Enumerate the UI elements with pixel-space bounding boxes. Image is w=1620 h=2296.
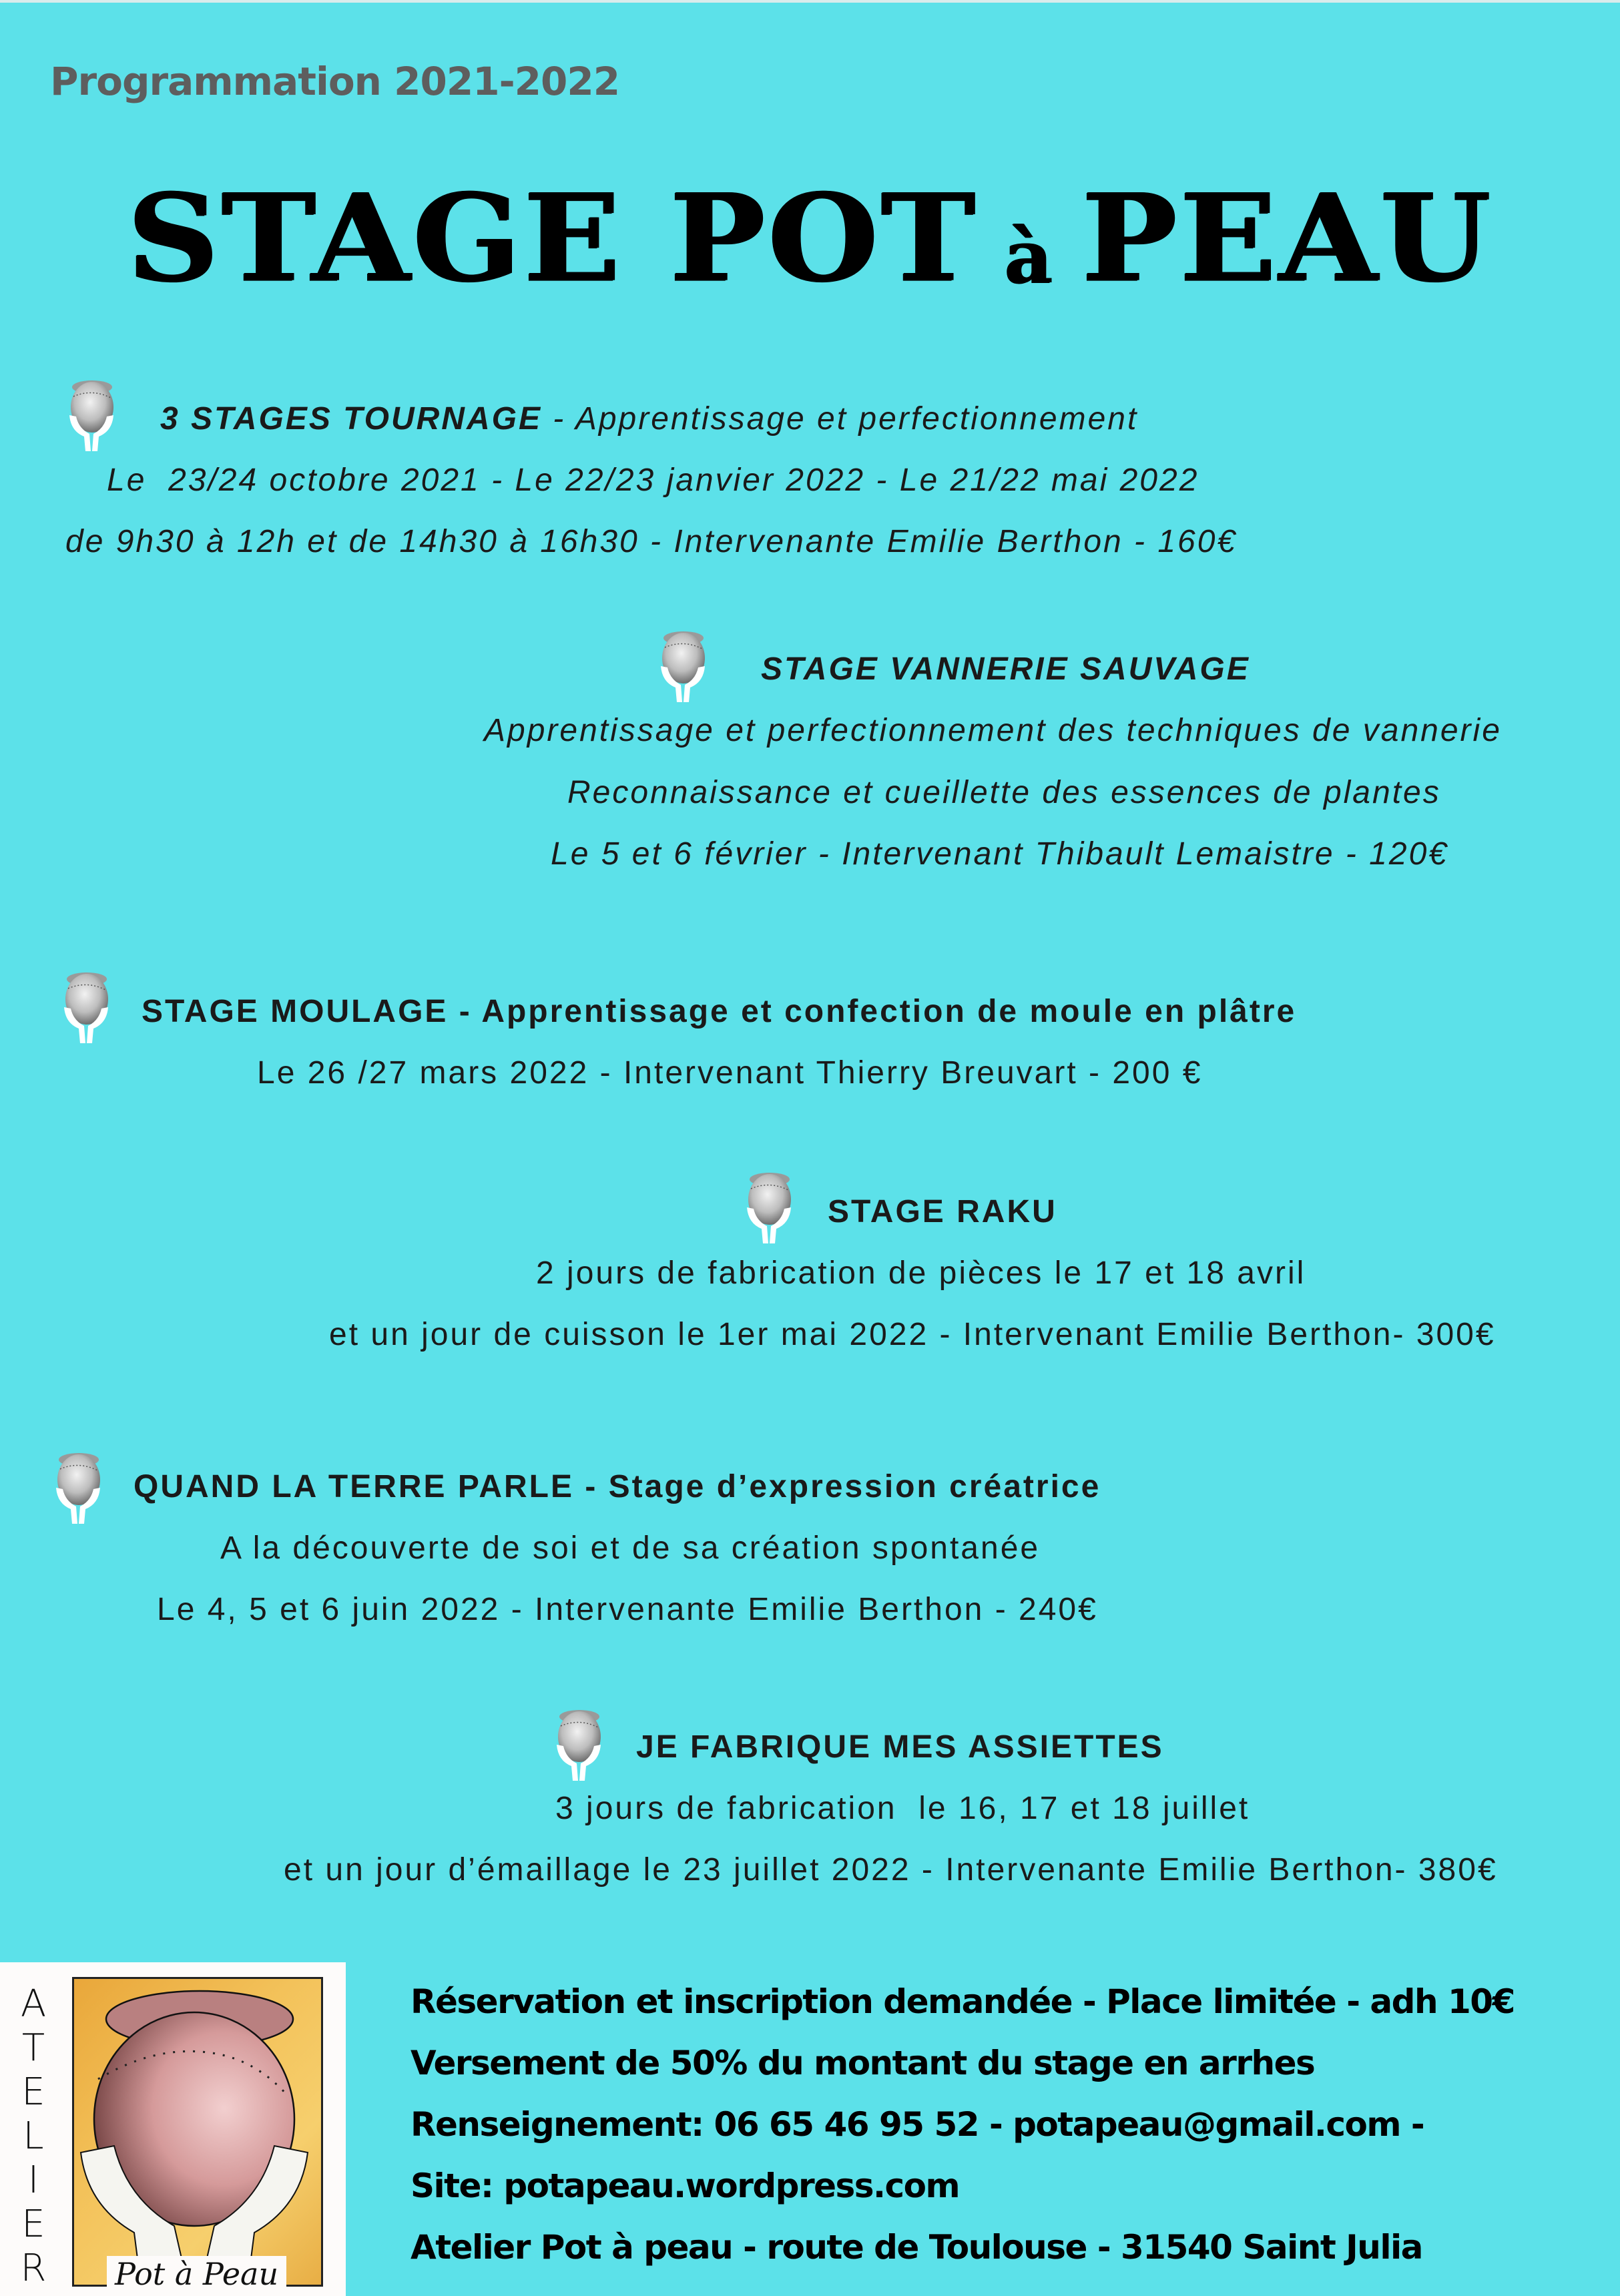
logo-letter: E	[21, 2203, 45, 2246]
logo-frame	[72, 1977, 323, 2287]
stage-detail: A la découverte de soi et de sa création spontanée	[220, 1530, 1041, 1566]
main-title	[0, 164, 1620, 312]
stage-detail: Apprentissage et perfectionnement des techniques de vannerie	[484, 713, 1502, 748]
stage-detail: et un jour de cuisson le 1er mai 2022 - Intervenant Emilie Berthon- 300€	[329, 1317, 1496, 1352]
pot-in-hands-icon	[67, 372, 116, 453]
title-part-1: STAGE POT	[127, 167, 978, 309]
title-part-2: à	[1004, 214, 1055, 300]
stage-detail: Le 5 et 6 février - Intervenant Thibault Lemaistre - 120€	[551, 836, 1448, 872]
pot-in-hands-icon	[61, 964, 111, 1045]
reservation-line: Réservation et inscription demandée - Place limitée - adh 10€	[411, 1982, 1515, 2021]
logo-vertical-text	[13, 1982, 53, 2291]
atelier-logo	[0, 1962, 346, 2296]
stage-title: 3 STAGES TOURNAGE	[160, 401, 542, 437]
stage-title: JE FABRIQUE MES ASSIETTES	[636, 1729, 1164, 1765]
stage-title: STAGE MOULAGE - Apprentissage et confection de moule en plâtre	[142, 994, 1297, 1029]
logo-letter: L	[23, 2114, 44, 2158]
stage-title: QUAND LA TERRE PARLE - Stage d’expression créatrice	[133, 1469, 1101, 1504]
title-part-3: PEAU	[1081, 167, 1493, 309]
website-line: Site: potapeau.wordpress.com	[411, 2167, 960, 2205]
logo-signature: Pot à Peau	[107, 2256, 286, 2292]
stage-detail: et un jour d’émaillage le 23 juillet 2022 - Intervenante Emilie Berthon- 380€	[284, 1852, 1498, 1888]
stage-detail: 3 jours de fabrication le 16, 17 et 18 juillet	[555, 1791, 1250, 1826]
address-line: Atelier Pot à peau - route de Toulouse - 31540 Saint Julia	[411, 2228, 1422, 2267]
pot-in-hands-icon	[554, 1702, 603, 1782]
stage-detail: Le 23/24 octobre 2021 - Le 22/23 janvier 2022 - Le 21/22 mai 2022	[107, 463, 1199, 498]
stage-detail: 2 jours de fabrication de pièces le 17 et 18 avril	[536, 1255, 1306, 1291]
deposit-line: Versement de 50% du montant du stage en arrhes	[411, 2044, 1315, 2082]
logo-letter: T	[21, 2026, 45, 2070]
logo-letter: R	[20, 2247, 47, 2290]
stage-detail: Le 4, 5 et 6 juin 2022 - Intervenante Emilie Berthon - 240€	[157, 1592, 1098, 1627]
stage-title: STAGE RAKU	[828, 1194, 1057, 1229]
stage-detail: Reconnaissance et cueillette des essences de plantes	[567, 775, 1441, 810]
pot-in-hands-icon	[744, 1165, 794, 1245]
stage-title-suffix: - Apprentissage et perfectionnement	[541, 401, 1139, 437]
logo-letter: E	[21, 2070, 45, 2114]
stage-detail: Le 26 /27 mars 2022 - Intervenant Thierry Breuvart - 200 €	[257, 1055, 1203, 1091]
stage-title: STAGE VANNERIE SAUVAGE	[761, 651, 1250, 687]
logo-letter: A	[20, 1982, 47, 2026]
pot-in-hands-illustration	[74, 1979, 321, 2285]
contact-line: Renseignement: 06 65 46 95 52 - potapeau@gmail.com -	[411, 2105, 1424, 2144]
logo-letter: I	[27, 2159, 39, 2202]
program-year: Programmation 2021-2022	[50, 59, 620, 104]
page-border	[0, 0, 1620, 3]
stage-title-line	[160, 400, 1138, 437]
pot-in-hands-icon	[53, 1445, 103, 1525]
pot-in-hands-icon	[658, 623, 708, 703]
stage-detail: de 9h30 à 12h et de 14h30 à 16h30 - Intervenante Emilie Berthon - 160€	[65, 524, 1238, 559]
